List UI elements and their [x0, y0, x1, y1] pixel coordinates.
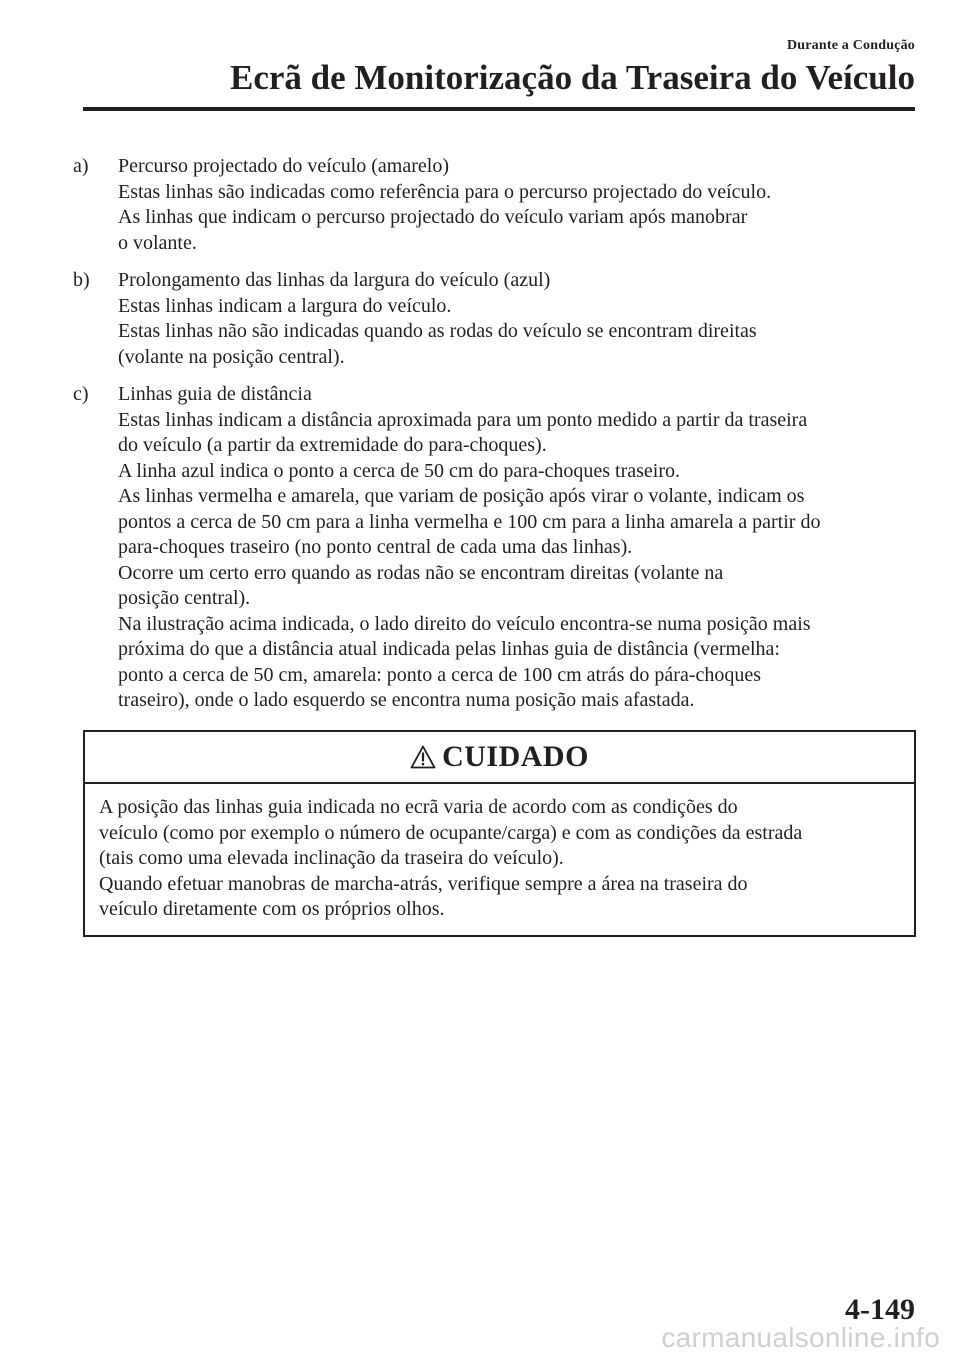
- page-title: Ecrã de Monitorização da Traseira do Veículo: [229, 58, 915, 97]
- item-marker: c): [73, 383, 89, 405]
- item-body: [118, 382, 918, 714]
- text-line: As linhas que indicam o percurso projectado do veículo variam após manobrar: [118, 206, 748, 228]
- text-line: Estas linhas são indicadas como referência para o percurso projectado do veículo.: [118, 180, 772, 203]
- text-line: próxima do que a distância atual indicada pelas linhas guia de distância (vermelha:: [118, 638, 780, 660]
- text-line: Ocorre um certo erro quando as rodas não se encontram direitas (volante na: [118, 561, 724, 584]
- text-line: (tais como uma elevada inclinação da traseira do veículo).: [99, 847, 564, 869]
- item-heading: Percurso projectado do veículo (amarelo): [118, 155, 449, 177]
- title-rule: [83, 107, 915, 111]
- text-line: A posição das linhas guia indicada no ecrã varia de acordo com as condições do: [99, 796, 738, 818]
- warning-triangle-icon: [410, 745, 436, 769]
- text-line: Estas linhas indicam a largura do veículo.: [118, 294, 452, 317]
- section-label: Durante a Condução: [786, 38, 915, 53]
- text-line: ponto a cerca de 50 cm, amarela: ponto a cerca de 100 cm atrás do pára-choques: [118, 663, 762, 686]
- text-line: Estas linhas não são indicadas quando as rodas do veículo se encontram direitas: [118, 320, 757, 342]
- watermark: carmanualsonline.info: [661, 1322, 940, 1353]
- caution-box: [83, 730, 916, 937]
- list-item-a: [73, 154, 918, 256]
- text-line: A linha azul indica o ponto a cerca de 50 cm do para-choques traseiro.: [118, 459, 681, 482]
- caution-heading: CUIDADO: [442, 740, 589, 773]
- text-line: veículo diretamente com os próprios olhos.: [99, 898, 445, 920]
- item-marker: b): [73, 269, 90, 291]
- text-line: As linhas vermelha e amarela, que variam de posição após virar o volante, indicam os: [118, 485, 805, 507]
- item-body: [118, 268, 918, 370]
- caution-body: [85, 784, 914, 935]
- text-line: o volante.: [118, 231, 197, 254]
- item-body: [118, 154, 918, 256]
- content: [73, 154, 918, 726]
- item-marker: a): [73, 155, 89, 177]
- text-line: posição central).: [118, 587, 251, 609]
- list-item-b: [73, 268, 918, 370]
- list-item-c: [73, 382, 918, 714]
- caution-header: [85, 732, 914, 784]
- page-number: 4-149: [845, 1293, 915, 1326]
- item-heading: Linhas guia de distância: [118, 383, 312, 405]
- text-line: traseiro), onde o lado esquerdo se encontra numa posição mais afastada.: [118, 689, 695, 711]
- item-heading: Prolongamento das linhas da largura do veículo (azul): [118, 269, 551, 291]
- text-line: Quando efetuar manobras de marcha-atrás, verifique sempre a área na traseira do: [99, 872, 748, 895]
- text-line: pontos a cerca de 50 cm para a linha vermelha e 100 cm para a linha amarela a partir do: [118, 510, 821, 533]
- text-line: para-choques traseiro (no ponto central de cada uma das linhas).: [118, 536, 633, 558]
- text-line: (volante na posição central).: [118, 345, 345, 368]
- text-line: Estas linhas indicam a distância aproximada para um ponto medido a partir da traseira: [118, 408, 808, 431]
- text-line: do veículo (a partir da extremidade do para-choques).: [118, 434, 547, 456]
- text-line: Na ilustração acima indicada, o lado direito do veículo encontra-se numa posição mais: [118, 612, 811, 635]
- text-line: veículo (como por exemplo o número de ocupante/carga) e com as condições da estrada: [99, 821, 803, 844]
